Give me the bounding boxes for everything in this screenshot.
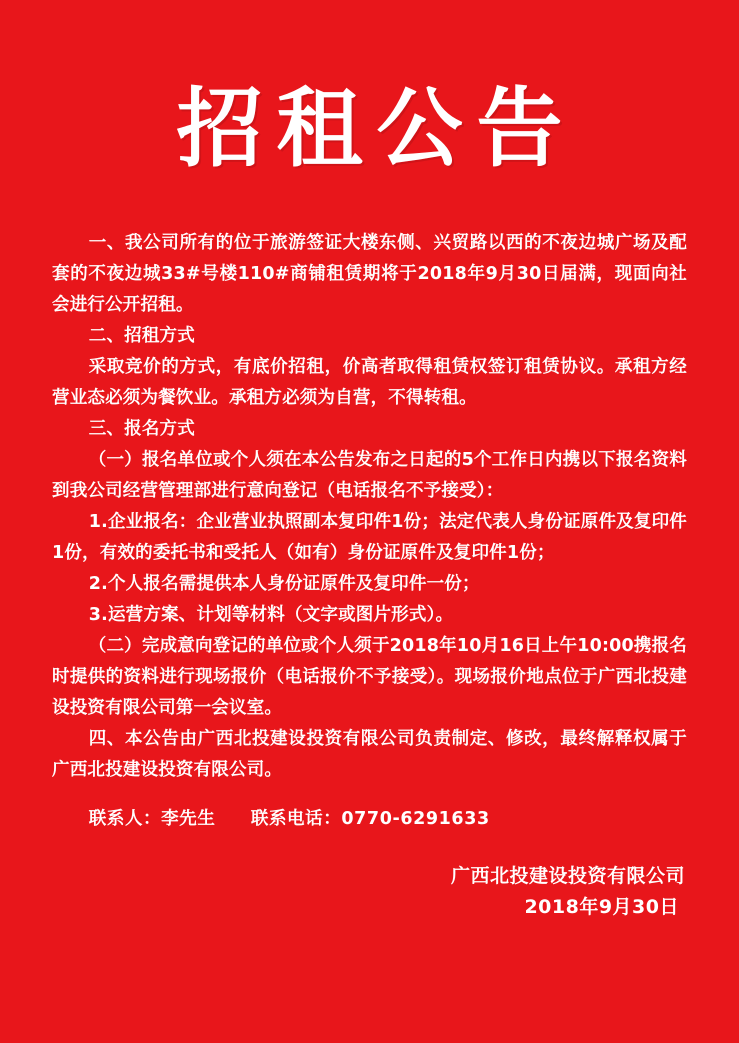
- paragraph-9: （二）完成意向登记的单位或个人须于2018年10月16日上午10:00携报名时提供的资料进行现场报价（电话报价不予接受）。现场报价地点位于广西北投建设投资有限公司第一会议室。: [52, 636, 687, 718]
- signature-company: 广西北投建设投资有限公司: [450, 865, 685, 887]
- contact-phone: 联系电话：0770-6291633: [250, 809, 490, 829]
- contact-person: 联系人：李先生: [88, 809, 216, 829]
- contact-info: [52, 804, 687, 835]
- paragraph-3: 采取竞价的方式，有底价招租，价高者取得租赁权签订租赁协议。承租方经营业态必须为餐饮业。承租方必须为自营，不得转租。: [52, 357, 687, 408]
- paragraph-6: 1.企业报名：企业营业执照副本复印件1份；法定代表人身份证原件及复印件1份，有效的委托书和受托人（如有）身份证原件及复印件1份；: [52, 512, 687, 563]
- page-title: 招租公告: [176, 78, 577, 179]
- paragraph-10: 四、本公告由广西北投建设投资有限公司负责制定、修改，最终解释权属于广西北投建设投资有限公司。: [52, 729, 687, 780]
- announcement-body: [52, 228, 687, 786]
- signature-block: [0, 861, 685, 923]
- signature-date: 2018年9月30日: [524, 896, 679, 918]
- paragraph-8: 3.运营方案、计划等材料（文字或图片形式）。: [88, 605, 454, 625]
- paragraph-2: 二、招租方式: [88, 326, 195, 346]
- paragraph-7: 2.个人报名需提供本人身份证原件及复印件一份；: [88, 574, 480, 594]
- paragraph-1: 一、我公司所有的位于旅游签证大楼东侧、兴贸路以西的不夜边城广场及配套的不夜边城33#号楼110#商铺租赁期将于2018年9月30日届满，现面向社会进行公开招租。: [52, 233, 687, 315]
- paragraph-5: （一）报名单位或个人须在本公告发布之日起的5个工作日内携以下报名资料到我公司经营管理部进行意向登记（电话报名不予接受）：: [52, 450, 687, 501]
- paragraph-4: 三、报名方式: [88, 419, 195, 439]
